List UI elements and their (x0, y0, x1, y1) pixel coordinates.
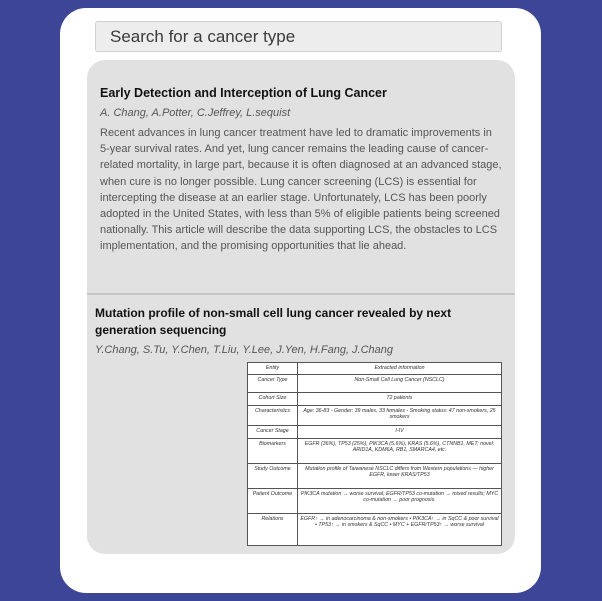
table-cell-info: PIK3CA mutation → worse survival; EGFR/TP53 co-mutation → mixed results; MYC co-mutation → poor prognosis. (298, 488, 502, 513)
article-result[interactable] (95, 305, 507, 356)
table-cell-entity: Study Outcome (248, 463, 298, 488)
table-cell-info: Mutation profile of Taiwanese NSCLC differs from Western populations — higher EGFR, lower KRAS/TP53 (298, 463, 502, 488)
table-row (248, 438, 502, 463)
table-cell-entity: Patient Outcome (248, 488, 298, 513)
table-cell-entity: Characteristics (248, 405, 298, 425)
article-authors: Y.Chang, S.Tu, Y.Chen, T.Liu, Y.Lee, J.Yen, H.Fang, J.Chang (95, 344, 394, 356)
table-cell-entity: Cohort Size (248, 392, 298, 405)
article-abstract: Recent advances in lung cancer treatment have led to dramatic improvements in 5-year survival rates. And yet, lung cancer remains the leading cause of cancer-related mortality, in large part, because it is often diagnosed at an advanced stage, when cure is no longer possible. Lung cancer screening (LCS) is essential for intercepting the disease at an earlier stage. Unfortunately, LCS has been poorly adopted in the United States, with less than 5% of eligible patients being screened nationally. This article will describe the data supporting LCS, the obstacles to LCS implementation, and the promising opportunities that lie ahead. (100, 127, 502, 253)
table-cell-info: 72 patients (298, 392, 502, 405)
table-cell-info: EGFR↑ → in adenocarcinoma & non-smokers • PIK3CA↑ → in SqCC & poor survival • TP53↑ → in smokers & SqCC • MYC + EGFR/TP53↑ → worse survival (298, 513, 502, 545)
table-header-row (248, 363, 502, 375)
results-panel (87, 60, 515, 554)
search-box[interactable] (95, 21, 502, 52)
table-cell-entity: Relations (248, 513, 298, 545)
table-cell-info: Age: 36-83 - Gender: 39 males, 33 females - Smoking status: 47 non-smokers, 25 smokers (298, 405, 502, 425)
table-cell-entity: Cancer Stage (248, 425, 298, 438)
table-row (248, 392, 502, 405)
article-authors: A. Chang, A.Potter, C.Jeffrey, L.sequist (100, 107, 291, 119)
article-title[interactable]: Mutation profile of non-small cell lung cancer revealed by next generation sequencing (95, 306, 452, 337)
table-row (248, 405, 502, 425)
table-row (248, 463, 502, 488)
extraction-table (247, 362, 502, 546)
table-row (248, 374, 502, 392)
table-cell-info: EGFR (36%), TP53 (25%), PIK3CA (5.6%), KRAS (5.6%), CTNNB1, MET; novel: ARID1A, KDM6A, RB1, SMARCA4, etc. (298, 438, 502, 463)
table-cell-info: Non-Small Cell Lung Cancer (NSCLC) (298, 374, 502, 392)
table-cell-entity: Biomarkers (248, 438, 298, 463)
article-result[interactable] (100, 86, 502, 255)
divider (87, 293, 515, 295)
search-input[interactable] (96, 22, 501, 51)
article-title[interactable]: Early Detection and Interception of Lung Cancer (100, 86, 387, 100)
table-cell-info: I-IV (298, 425, 502, 438)
table-row (248, 513, 502, 545)
table-cell-entity: Cancer Type (248, 374, 298, 392)
table-row (248, 425, 502, 438)
table-header-info: Extracted information (298, 363, 502, 375)
results-card (60, 8, 541, 593)
table-header-entity: Entity (248, 363, 298, 375)
table-row (248, 488, 502, 513)
